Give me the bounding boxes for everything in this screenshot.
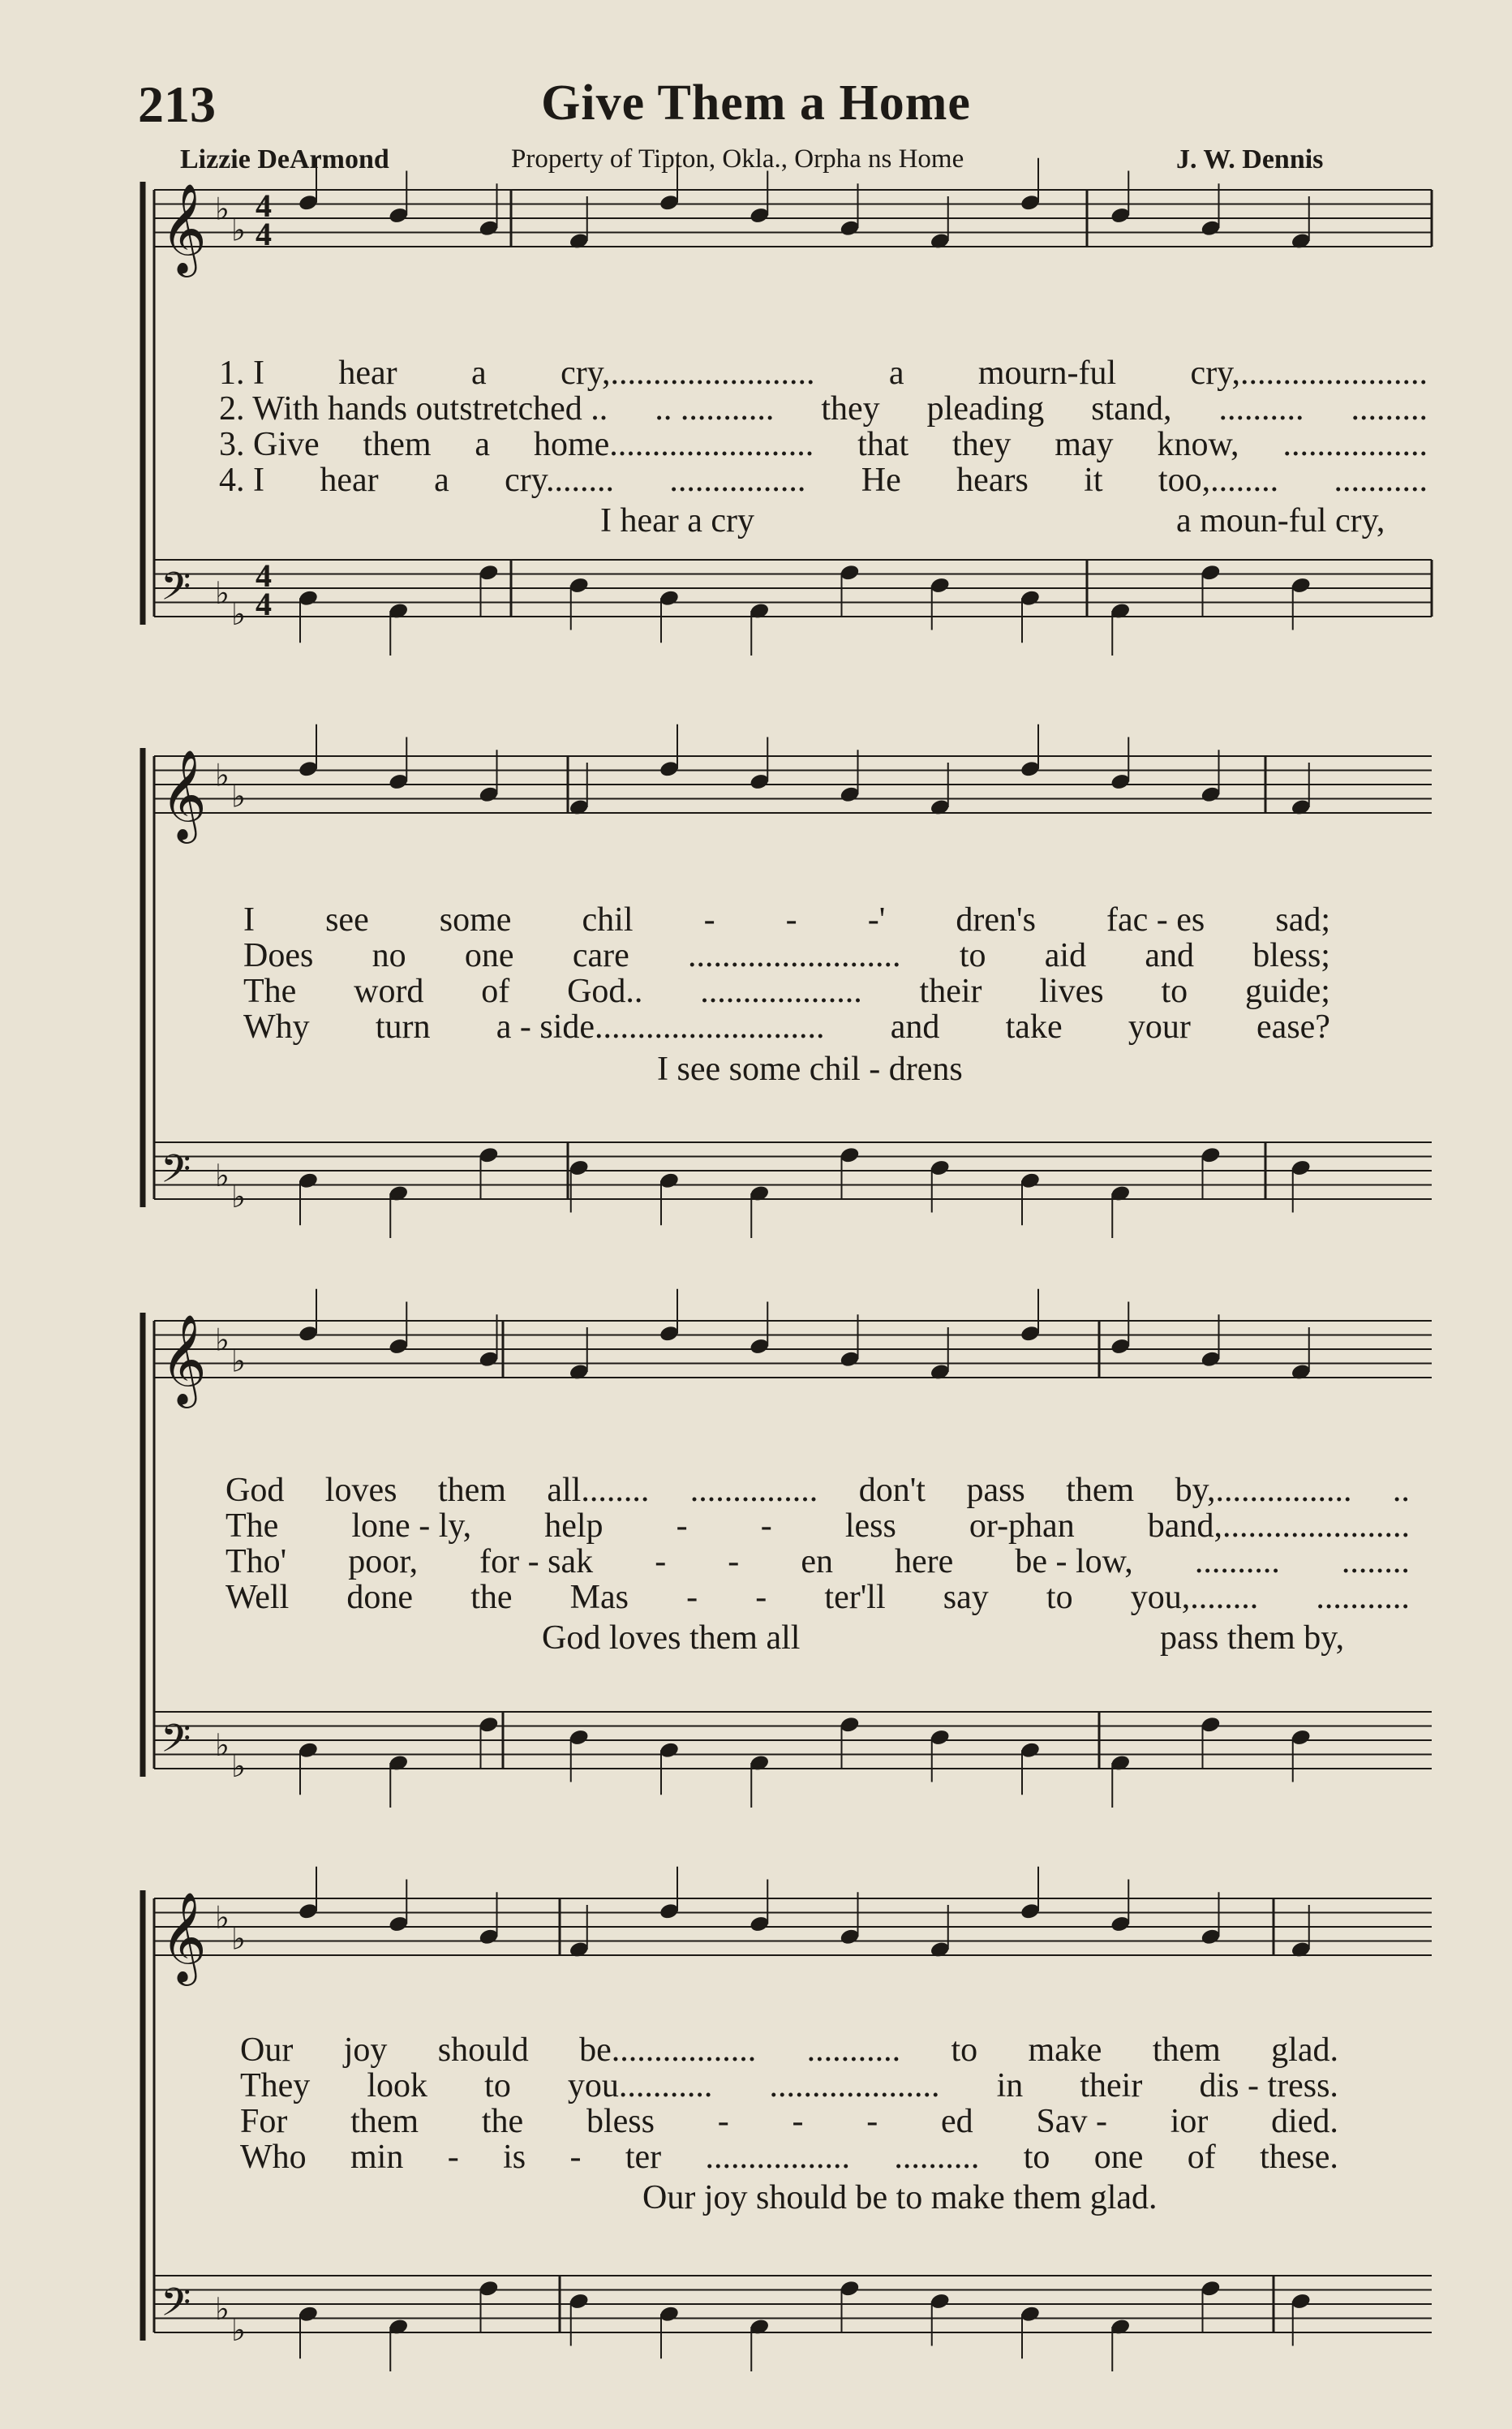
lyric-word: bless xyxy=(586,2103,655,2140)
lyric-word: of xyxy=(481,973,510,1010)
lyric-word: Our xyxy=(240,2031,294,2069)
lyric-line xyxy=(240,2032,1338,2068)
svg-text:♭: ♭ xyxy=(215,191,230,227)
svg-text:𝄞: 𝄞 xyxy=(161,1891,207,1982)
lyric-word: in xyxy=(996,2067,1024,2104)
lyric-word: guide; xyxy=(1244,973,1330,1010)
refrain-text: pass them by, xyxy=(1160,1619,1345,1657)
lyric-word: to xyxy=(959,937,986,974)
lyric-word: less xyxy=(844,1507,896,1545)
lyric-word: Tho' xyxy=(226,1543,287,1580)
lyric-word: poor, xyxy=(348,1543,419,1580)
lyric-word: should xyxy=(437,2031,529,2069)
lyric-word: cry,...................... xyxy=(1190,355,1428,392)
lyric-word: .................... xyxy=(769,2067,940,2104)
lyric-word: glad. xyxy=(1271,2031,1338,2069)
lyric-word: ................. xyxy=(705,2139,850,2176)
lyric-line xyxy=(226,1508,1410,1544)
lyric-word: sad; xyxy=(1275,901,1330,939)
lyric-line xyxy=(219,462,1428,498)
svg-text:♭: ♭ xyxy=(231,1343,246,1379)
lyric-word: take xyxy=(1005,1008,1063,1046)
lyric-word: a xyxy=(888,355,904,392)
lyric-word: 3. Give xyxy=(219,426,320,463)
lyric-word: it xyxy=(1084,462,1103,499)
lyric-word: ........... xyxy=(1334,462,1428,499)
lyric-word: ............... xyxy=(689,1472,818,1509)
refrain-text: God loves them all xyxy=(542,1619,801,1657)
lyric-word: them xyxy=(1152,2031,1221,2069)
lyric-word: turn xyxy=(375,1008,431,1046)
lyric-word: of xyxy=(1187,2139,1216,2176)
lyric-word: ........... xyxy=(1316,1579,1410,1616)
lyric-word: make xyxy=(1028,2031,1102,2069)
lyric-word: to xyxy=(951,2031,978,2069)
lyric-word: to xyxy=(484,2067,511,2104)
svg-text:♭: ♭ xyxy=(215,1899,230,1936)
lyric-word: don't xyxy=(858,1472,926,1509)
svg-text:𝄢: 𝄢 xyxy=(161,1715,191,1771)
svg-text:4: 4 xyxy=(256,586,272,622)
svg-text:♭: ♭ xyxy=(231,2312,246,2348)
svg-text:♭: ♭ xyxy=(215,1157,230,1193)
lyric-word: mourn-ful xyxy=(977,355,1117,392)
lyric-word: dis - tress. xyxy=(1199,2067,1338,2104)
lyric-word: all........ xyxy=(547,1472,650,1509)
lyric-word: For xyxy=(240,2103,288,2140)
lyric-word: God xyxy=(226,1472,285,1509)
lyric-word: band,...................... xyxy=(1147,1507,1410,1545)
lyric-word: or-phan xyxy=(969,1507,1075,1545)
svg-text:𝄢: 𝄢 xyxy=(161,1146,191,1202)
lyric-word: them xyxy=(350,2103,419,2140)
lyric-word: to xyxy=(1161,973,1188,1010)
lyric-word: - xyxy=(569,2139,582,2176)
lyric-word: - xyxy=(866,2103,878,2140)
lyric-word: The xyxy=(243,973,297,1010)
lyric-word: help xyxy=(544,1507,604,1545)
lyric-word: .. xyxy=(1392,1472,1410,1509)
lyric-line xyxy=(219,391,1428,427)
lyric-word: you........... xyxy=(567,2067,713,2104)
lyric-word: home........................ xyxy=(533,426,814,463)
lyric-line xyxy=(243,974,1330,1009)
lyric-word: - xyxy=(655,1543,667,1580)
lyric-word: a - side........................... xyxy=(496,1008,825,1046)
lyric-word: Does xyxy=(243,937,314,974)
lyric-word: they xyxy=(952,426,1012,463)
lyric-word: their xyxy=(1080,2067,1143,2104)
svg-text:♭: ♭ xyxy=(215,574,230,611)
svg-text:𝄢: 𝄢 xyxy=(161,563,191,619)
lyric-word: - xyxy=(703,901,715,939)
lyric-word: them xyxy=(363,426,432,463)
refrain-text: a moun-ful cry, xyxy=(1176,502,1385,540)
lyric-word: I xyxy=(243,901,255,939)
lyric-word: you,........ xyxy=(1130,1579,1259,1616)
lyric-word: - xyxy=(676,1507,688,1545)
lyric-word: know, xyxy=(1157,426,1239,463)
lyric-word: for - sak xyxy=(479,1543,594,1580)
lyric-line xyxy=(240,2104,1338,2139)
lyric-word: ease? xyxy=(1256,1008,1330,1046)
refrain-text: I hear a cry xyxy=(600,502,755,540)
lyric-word: hear xyxy=(320,462,379,499)
lyric-word: pleading xyxy=(926,390,1045,428)
refrain-text: Our joy should be to make them glad. xyxy=(642,2179,1158,2216)
lyric-word: - xyxy=(755,1579,767,1616)
lyric-word: ......................... xyxy=(688,937,901,974)
lyric-word: these. xyxy=(1260,2139,1338,2176)
lyric-word: They xyxy=(240,2067,311,2104)
lyric-word: died. xyxy=(1271,2103,1338,2140)
lyric-line xyxy=(240,2068,1338,2104)
lyric-word: the xyxy=(481,2103,524,2140)
lyric-word: - xyxy=(728,1543,740,1580)
verse-block-1 xyxy=(219,355,1428,498)
svg-text:4: 4 xyxy=(256,557,272,594)
lyric-word: -' xyxy=(867,901,886,939)
lyric-word: they xyxy=(821,390,880,428)
lyric-word: - xyxy=(686,1579,698,1616)
svg-text:𝄢: 𝄢 xyxy=(161,2279,191,2335)
lyric-word: - xyxy=(447,2139,459,2176)
lyric-word: is xyxy=(503,2139,526,2176)
lyric-word: stand, xyxy=(1091,390,1172,428)
refrain-text: I see some chil - drens xyxy=(657,1051,963,1088)
lyric-word: ter xyxy=(625,2139,662,2176)
lyric-word: Why xyxy=(243,1008,310,1046)
lyric-word: - xyxy=(760,1507,772,1545)
lyric-word: ........... xyxy=(806,2031,901,2069)
lyric-word: aid xyxy=(1044,937,1087,974)
verse-block-4 xyxy=(240,2032,1338,2175)
lyric-word: see xyxy=(325,901,369,939)
lyric-word: en xyxy=(801,1543,833,1580)
svg-text:♭: ♭ xyxy=(215,2290,230,2327)
lyric-word: done xyxy=(346,1579,414,1616)
lyric-word: a xyxy=(434,462,449,499)
lyric-word: Who xyxy=(240,2139,307,2176)
hymn-title: Give Them a Home xyxy=(541,75,971,131)
lyric-word: some xyxy=(439,901,512,939)
lyric-word: that xyxy=(857,426,909,463)
lyric-word: ................. xyxy=(1282,426,1428,463)
lyric-word: ................ xyxy=(669,462,806,499)
lyric-word: ior xyxy=(1170,2103,1209,2140)
lyric-word: ed xyxy=(941,2103,973,2140)
lyric-word: and xyxy=(890,1008,940,1046)
svg-text:𝄞: 𝄞 xyxy=(161,183,207,273)
lyric-word: 4. I xyxy=(219,462,264,499)
lyric-word: .. ........... xyxy=(655,390,775,428)
lyric-word: - xyxy=(785,901,797,939)
lyric-word: a xyxy=(475,426,491,463)
lyric-word: .......... xyxy=(1218,390,1304,428)
lyric-word: one xyxy=(1093,2139,1144,2176)
lyric-word: bless; xyxy=(1252,937,1330,974)
lyric-word: 2. With hands outstretched .. xyxy=(219,390,608,428)
lyric-word: Mas xyxy=(569,1579,629,1616)
lyric-word: - xyxy=(717,2103,729,2140)
lyric-word: hear xyxy=(338,355,397,392)
lyric-word: one xyxy=(464,937,514,974)
svg-text:𝄞: 𝄞 xyxy=(161,749,207,840)
lyric-word: word xyxy=(354,973,424,1010)
svg-text:4: 4 xyxy=(256,187,272,224)
svg-text:♭: ♭ xyxy=(215,1322,230,1358)
lyric-word: The xyxy=(226,1507,279,1545)
lyric-word: 1. I xyxy=(219,355,264,392)
lyric-word: them xyxy=(437,1472,506,1509)
lyric-word: too,........ xyxy=(1158,462,1279,499)
lyric-word: Sav - xyxy=(1036,2103,1107,2140)
lyric-word: cry,........................ xyxy=(561,355,815,392)
lyric-word: be - low, xyxy=(1015,1543,1133,1580)
lyric-word: lives xyxy=(1039,973,1104,1010)
lyric-word: be................. xyxy=(579,2031,757,2069)
lyric-word: ......... xyxy=(1351,390,1428,428)
lyric-word: ................... xyxy=(700,973,862,1010)
svg-text:♭: ♭ xyxy=(231,212,246,248)
svg-text:4: 4 xyxy=(256,216,272,252)
lyric-word: to xyxy=(1023,2139,1050,2176)
svg-text:𝄞: 𝄞 xyxy=(161,1313,207,1404)
lyric-word: loves xyxy=(324,1472,397,1509)
lyric-word: hears xyxy=(956,462,1029,499)
lyric-word: a xyxy=(471,355,487,392)
svg-text:♭: ♭ xyxy=(231,1748,246,1784)
lyric-word: joy xyxy=(343,2031,388,2069)
svg-text:♭: ♭ xyxy=(215,1726,230,1763)
lyric-line xyxy=(243,902,1330,938)
svg-text:♭: ♭ xyxy=(215,757,230,793)
lyric-word: here xyxy=(895,1543,954,1580)
lyric-word: may xyxy=(1055,426,1114,463)
lyric-word: and xyxy=(1145,937,1195,974)
lyric-word: He xyxy=(861,462,901,499)
svg-text:♭: ♭ xyxy=(231,1920,246,1957)
lyric-word: to xyxy=(1046,1579,1073,1616)
lyric-word: ter'll xyxy=(824,1579,886,1616)
lyric-word: dren's xyxy=(956,901,1036,939)
svg-text:♭: ♭ xyxy=(231,778,246,815)
svg-text:♭: ♭ xyxy=(231,596,246,632)
lyric-word: - xyxy=(792,2103,804,2140)
svg-text:♭: ♭ xyxy=(231,1179,246,1214)
ownership-note: Property of Tipton, Okla., Orpha ns Home xyxy=(511,144,964,174)
lyric-word: Well xyxy=(226,1579,290,1616)
lyric-word: ........ xyxy=(1341,1543,1410,1580)
lyric-word: cry........ xyxy=(505,462,615,499)
verse-block-3 xyxy=(226,1472,1410,1615)
lyric-word: by,................ xyxy=(1175,1472,1352,1509)
lyric-line xyxy=(226,1580,1410,1615)
lyric-word: lone - ly, xyxy=(351,1507,472,1545)
lyric-word: .......... xyxy=(1194,1543,1280,1580)
lyric-line xyxy=(226,1472,1410,1508)
hymn-number: 213 xyxy=(138,75,216,133)
lyric-line xyxy=(226,1544,1410,1580)
lyricist-credit: Lizzie DeArmond xyxy=(180,144,389,174)
lyric-line xyxy=(219,355,1428,391)
lyric-word: the xyxy=(470,1579,513,1616)
composer-credit: J. W. Dennis xyxy=(1176,144,1324,174)
lyric-line xyxy=(243,938,1330,974)
lyric-word: min xyxy=(350,2139,404,2176)
lyric-word: chil xyxy=(582,901,634,939)
lyric-word: their xyxy=(919,973,982,1010)
lyric-word: them xyxy=(1066,1472,1135,1509)
lyric-word: fac - es xyxy=(1106,901,1205,939)
lyric-line xyxy=(219,427,1428,462)
lyric-word: pass xyxy=(966,1472,1025,1509)
lyric-line xyxy=(240,2139,1338,2175)
verse-block-2 xyxy=(243,902,1330,1045)
lyric-word: .......... xyxy=(894,2139,980,2176)
lyric-word: look xyxy=(367,2067,428,2104)
lyric-word: God.. xyxy=(567,973,643,1010)
lyric-line xyxy=(243,1009,1330,1045)
lyric-word: no xyxy=(372,937,406,974)
lyric-word: care xyxy=(572,937,629,974)
lyric-word: say xyxy=(943,1579,989,1616)
lyric-word: your xyxy=(1128,1008,1191,1046)
